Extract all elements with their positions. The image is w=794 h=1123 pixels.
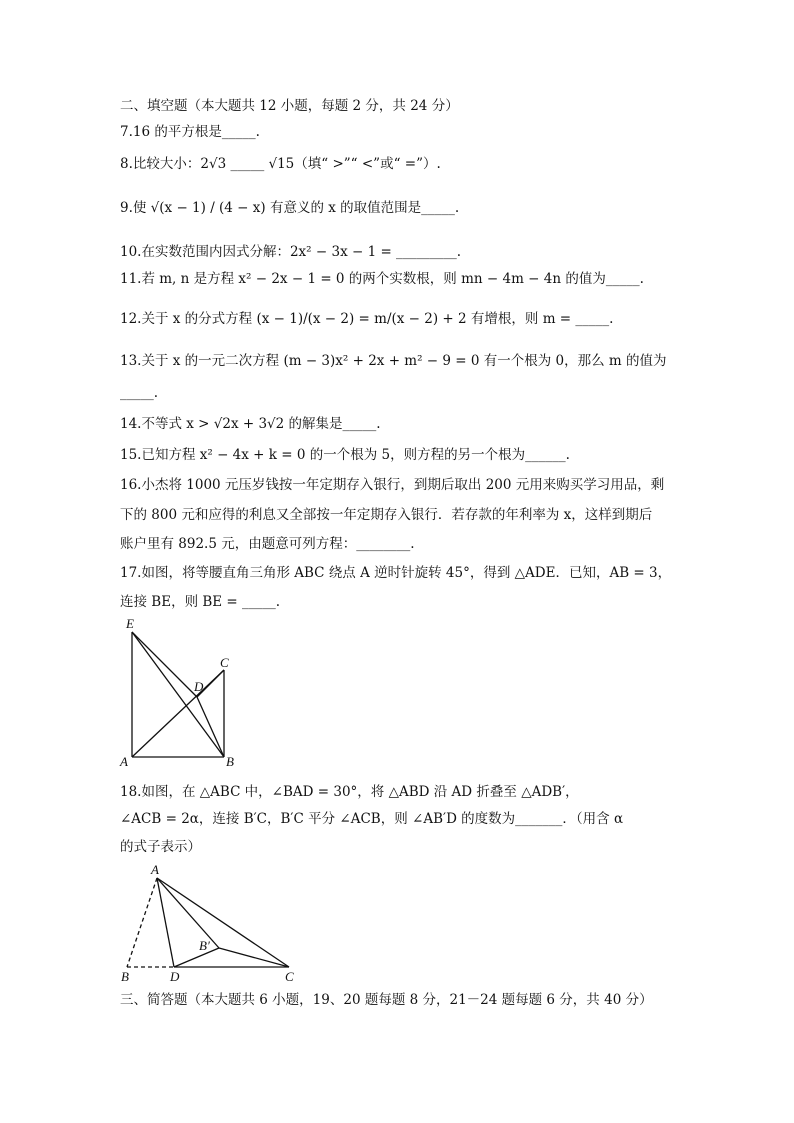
segment-EB: [132, 632, 224, 757]
question-9: 9.使 √(x − 1) / (4 − x) 有意义的 x 的取值范围是_____.: [120, 200, 460, 216]
segment-ED: [132, 632, 197, 697]
label-B: B: [226, 754, 234, 769]
question-16-line3: 账户里有 892.5 元，由题意可列方程：________.: [120, 536, 415, 552]
question-11: 11.若 m, n 是方程 x² − 2x − 1 = 0 的两个实数根，则 mn − 4m − 4n 的值为_____.: [120, 271, 644, 287]
question-13: 13.关于 x 的一元二次方程 (m − 3)x² + 2x + m² − 9 = 0 有一个根为 0，那么 m 的值为: [120, 353, 667, 369]
question-16-line2: 下的 800 元和应得的利息又全部按一年定期存入银行．若存款的年利率为 x，这样到期后: [120, 507, 653, 523]
label-C: C: [220, 655, 229, 670]
segment-DB: [197, 697, 224, 757]
label-D: D: [170, 969, 180, 984]
segment-B-prime-C: [219, 948, 289, 967]
question-15: 15.已知方程 x² − 4x + k = 0 的一个根为 5，则方程的另一个根为______.: [120, 447, 570, 463]
question-18-line1: 18.如图，在 △ABC 中，∠BAD = 30°，将 △ABD 沿 AD 折叠至 △ADB′，: [120, 784, 579, 800]
question-13-blank: _____.: [120, 385, 159, 401]
question-18-line3: 的式子表示）: [120, 839, 201, 855]
label-B-prime: B′: [199, 938, 210, 953]
question-7: 7.16 的平方根是_____.: [120, 124, 260, 140]
question-8: 8.比较大小：2√3 _____ √15（填“ >”“ <”或“ =”）.: [120, 156, 441, 172]
section2-heading: 二、填空题（本大题共 12 小题，每题 2 分，共 24 分）: [120, 98, 459, 114]
label-D: D: [194, 679, 204, 694]
label-B: B: [121, 969, 129, 984]
figure-18: [112, 860, 308, 986]
question-18-line2: ∠ACB = 2α，连接 B′C，B′C 平分 ∠ACB，则 ∠AB′D 的度数为_______．（用含 α: [120, 811, 624, 827]
question-12: 12.关于 x 的分式方程 (x − 1)/(x − 2) = m/(x − 2) + 2 有增根，则 m = _____.: [120, 311, 614, 327]
segment-AB-dashed: [127, 878, 157, 967]
question-10: 10.在实数范围内因式分解：2x² − 3x − 1 = _________.: [120, 244, 462, 260]
label-E: E: [126, 616, 134, 631]
question-17-line1: 17.如图，将等腰直角三角形 ABC 绕点 A 逆时针旋转 45°，得到 △ADE．已知，AB = 3，: [120, 565, 672, 581]
label-C: C: [285, 969, 294, 984]
question-17-line2: 连接 BE，则 BE = _____.: [120, 594, 281, 610]
section3-heading: 三、简答题（本大题共 6 小题，19、20 题每题 8 分，21－24 题每题 6 分，共 40 分）: [120, 992, 653, 1008]
segment-DB-prime: [174, 948, 219, 967]
label-A: A: [120, 754, 128, 769]
segment-AD: [157, 878, 174, 967]
segment-AC: [157, 878, 289, 967]
question-16-line1: 16.小杰将 1000 元压岁钱按一年定期存入银行，到期后取出 200 元用来购买学习用品，剩: [120, 477, 665, 493]
question-14: 14.不等式 x > √2x + 3√2 的解集是_____.: [120, 416, 381, 432]
label-A: A: [151, 862, 159, 877]
figure-17: [112, 612, 242, 770]
